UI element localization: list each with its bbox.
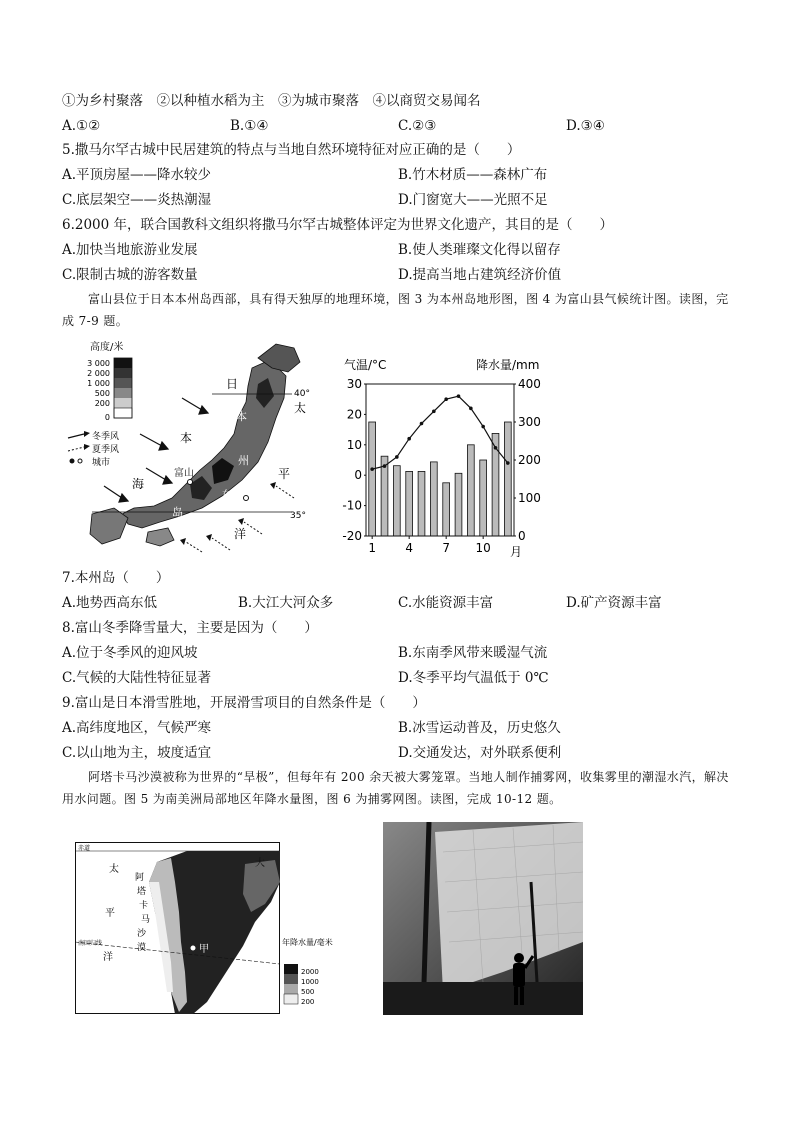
map2-label-tai: 太 [109,864,119,875]
chart-precip-bar [393,466,400,536]
map1-level-500: 500 [94,389,110,398]
map1-label-hon: 本 [236,410,247,423]
map1-label-tokyo: 东京 [222,490,242,501]
fog-net-photo [383,822,583,1015]
map2-level-2000: 2000 [301,968,319,976]
city-legend-icon [70,459,75,464]
map1-level-1000: 1 000 [87,379,110,388]
map1-level-2000: 2 000 [87,369,110,378]
map2-legend-title: 年降水量/毫米 [282,938,333,947]
map2-level-500: 500 [301,988,315,996]
q7-option-a: A.地势西高东低 [62,595,158,611]
chart-y-right-ticks [514,377,541,543]
map1-level-0: 0 [104,413,110,422]
equator-label: 赤道 [78,845,91,852]
chart-y-right-tick-label: 200 [518,453,541,467]
toyama-city-marker [188,480,193,485]
chart-temp-point [395,455,399,459]
chart-y-right-tick-label: 100 [518,491,541,505]
map2-level-1000: 1000 [301,978,319,986]
chart-y-right-tick-label: 300 [518,415,541,429]
q4-items: ①为乡村聚落 ②以种植水稻为主 ③为城市聚落 ④以商贸交易闻名 [62,93,481,109]
q8-stem: 8.富山冬季降雪量大，主要是因为（ ） [62,620,318,636]
q7-option-b: B.大江大河众多 [238,595,334,611]
winter-wind-legend-icon [68,431,90,438]
map1-label-hai: 海 [132,477,145,491]
map2-label-ping: 平 [105,908,115,919]
q9-option-d: D.交通发达，对外联系便利 [398,745,562,761]
chart-y-right-tick-label: 400 [518,377,541,391]
chart-precip-bar [443,483,450,536]
chart-precip-bar [467,445,474,536]
toyama-climate-chart [336,352,556,560]
chart-temp-point [494,446,498,450]
chart-ylabel-left: 气温/°C [344,358,387,372]
map2-level-200: 200 [301,998,315,1006]
map1-legend-winter: 冬季风 [92,432,120,442]
chart-precip-bar [480,460,487,536]
q6-option-c: C.限制古城的游客数量 [62,267,198,283]
intro-paragraph-japan: 富山县位于日本本州岛西部，具有得天独厚的地理环境，图 3 为本州岛地形图，图 4 为富山县气候统计图。读图，完成 7-9 题。 [62,292,729,328]
lat-35-label: 35° [290,511,306,521]
q4-option-a: A.①② [62,118,101,134]
q6-option-b: B.使人类璀璨文化得以留存 [398,242,561,258]
chart-precip-bar [406,471,413,536]
q8-option-a: A.位于冬季风的迎风坡 [62,645,198,661]
q8-option-d: D.冬季平均气温低于 0℃ [398,670,549,686]
map2-label-a: 阿 [135,873,145,883]
chart-y-left-tick-label: 30 [346,377,362,391]
map2-label-da: 大 [255,858,265,869]
q6-stem: 6.2000 年，联合国教科文组织将撒马尔罕古城整体评定为世界文化遗产，其目的是（ ） [62,217,614,233]
chart-precip-bar [369,422,376,536]
japan-terrain-map [62,338,317,560]
chart-temp-point [444,397,448,401]
chart-x-tick-label: 7 [442,541,450,555]
chart-precip-bar [418,471,425,536]
q5-stem: 5.撒马尔罕古城中民居建筑的特点与当地自然环境特征对应正确的是（ ） [62,142,521,158]
point-jia-marker [191,946,196,951]
q9-stem: 9.富山是日本滑雪胜地，开展滑雪项目的自然条件是（ ） [62,695,426,711]
lat-40-label: 40° [294,389,310,399]
chart-temp-point [407,437,411,441]
q8-option-c: C.气候的大陆性特征显著 [62,670,212,686]
map2-label-mo: 漠 [137,943,147,953]
chart-precip-bar [430,462,437,536]
map2-label-ka: 卡 [139,901,149,911]
q8-option-b: B.东南季风带来暖湿气流 [398,645,548,661]
chart-y-left-ticks [342,377,366,543]
map1-legend-title: 高度/米 [90,342,124,353]
chart-y-right-tick-label: 0 [518,529,526,543]
q5-option-d: D.门窗宽大——光照不足 [398,192,548,208]
chart-temp-point [469,407,473,411]
chart-precip-bar [504,422,511,536]
q6-option-a: A.加快当地旅游业发展 [62,242,198,258]
intro-paragraph-atacama: 阿塔卡马沙漠被称为世界的“旱极”，但每年有 200 余天被大雾笼罩。当地人制作捕雾网，收集雾里的潮湿水汽，解决用水问题。图 5 为南美洲局部地区年降水量图，图 6 为捕雾网图。读图，完成 10-12 题。 [62,770,729,806]
q5-option-c: C.底层架空——炎热潮湿 [62,192,212,208]
chart-y-left-tick-label: -10 [342,498,362,513]
chart-precip-bar [381,456,388,536]
map1-label-ri: 日 [226,377,239,391]
chart-x-tick-label: 1 [368,541,376,555]
chart-temp-point [506,461,510,465]
map2-label-ta: 塔 [137,887,147,897]
summer-wind-legend-icon [68,444,90,451]
map2-label-sha: 沙 [137,929,147,939]
map1-label-dao: 岛 [172,506,183,519]
q9-option-a: A.高纬度地区，气候严寒 [62,720,212,736]
map1-level-3000: 3 000 [87,359,110,368]
chart-temp-point [481,425,485,429]
south-america-precipitation-map [75,842,280,1014]
map2-label-yang: 洋 [103,952,113,963]
chart-precip-bar [455,473,462,536]
chart-y-left-tick-label: 10 [346,437,362,452]
q5-option-a: A.平顶房屋——降水较少 [62,167,212,183]
map1-label-yang: 洋 [234,527,247,541]
chart-temp-point [383,464,387,468]
q4-option-b: B.①④ [230,118,269,134]
map1-label-toyama: 富山 [174,468,194,479]
chart-temp-point [457,394,461,398]
q6-option-d: D.提高当地占建筑经济价值 [398,267,562,283]
q7-stem: 7.本州岛（ ） [62,570,170,586]
chart-temp-polyline [372,396,508,469]
chart-y-left-tick-label: 0 [354,468,362,483]
chart-temp-point [370,467,374,471]
map2-label-xi: 西 [255,928,265,939]
chart-temp-point [420,422,424,426]
chart-ylabel-right: 降水量/mm [476,358,540,372]
q4-option-c: C.②③ [398,118,437,134]
precipitation-legend [282,932,362,1012]
tropic-label: 南回归线 [78,940,103,947]
map1-label-shu: 州 [238,454,249,467]
chart-temp-point [432,410,436,414]
q7-option-c: C.水能资源丰富 [398,595,494,611]
map1-legend-city: 城市 [92,458,111,468]
map1-label-tai: 太 [294,401,307,415]
map2-label-ma: 马 [141,915,151,925]
map1-label-ben: 本 [180,431,193,445]
q7-option-d: D.矿产资源丰富 [566,595,662,611]
chart-temp-line [370,394,509,471]
chart-x-ticks [368,536,490,555]
chart-x-tick-label: 4 [405,541,413,555]
chart-x-tick-label: 10 [475,541,491,555]
map2-label-jia: 甲 [199,944,209,955]
chart-y-left-tick-label: 20 [346,407,362,422]
tokyo-city-marker [244,496,249,501]
map1-label-ping: 平 [278,467,291,481]
q4-option-d: D.③④ [566,118,605,134]
map1-legend-summer: 夏季风 [92,445,120,455]
map1-level-200: 200 [94,399,110,408]
q5-option-b: B.竹木材质——森林广布 [398,167,548,183]
chart-y-left-tick-label: -20 [342,529,362,543]
q9-option-b: B.冰雪运动普及，历史悠久 [398,720,561,736]
chart-xlabel: 月 [510,545,523,559]
q9-option-c: C.以山地为主，坡度适宜 [62,745,212,761]
map2-label-yang2: 洋 [253,992,263,1003]
